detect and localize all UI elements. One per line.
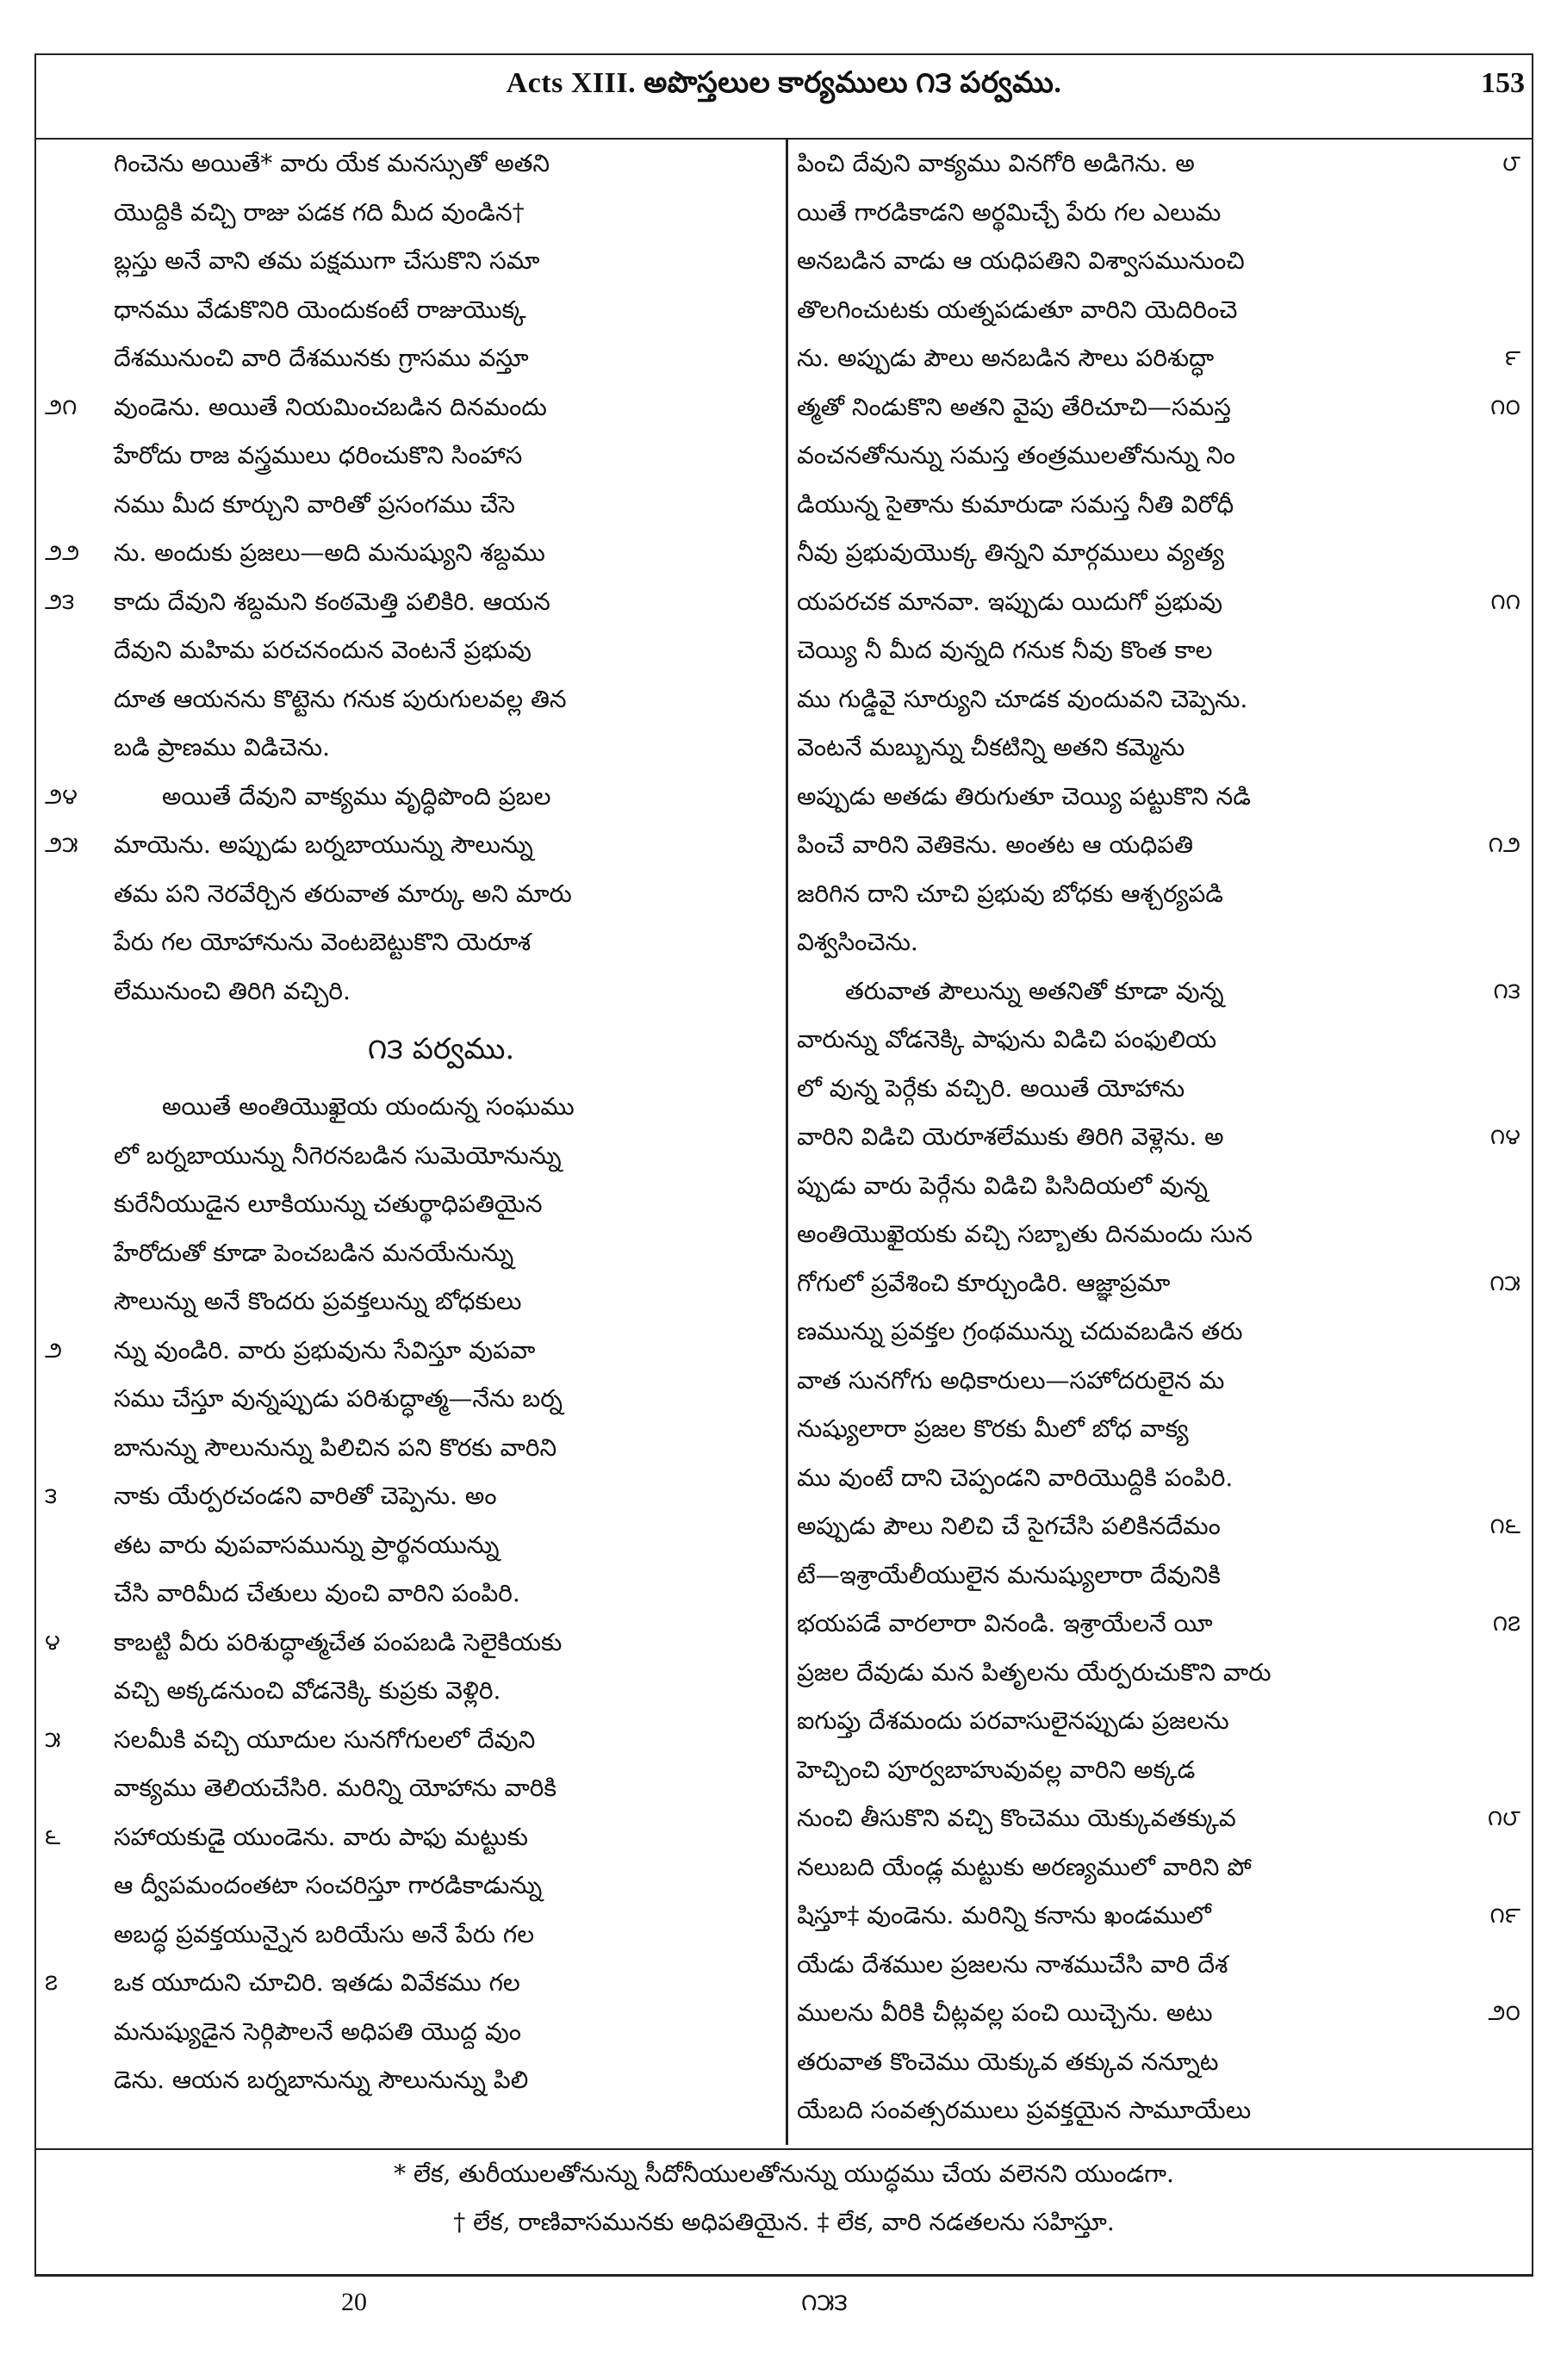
text-line	[797, 1259, 1520, 1308]
line-text: వంచనతోనున్ను సమస్త తంత్రములతోనున్ను నిం	[797, 441, 1236, 469]
verse-number: ౯	[1504, 345, 1520, 371]
text-line	[114, 237, 768, 286]
line-text: తరువాత పౌలున్ను అతనితో కూడా వున్న	[845, 976, 1224, 1005]
text-line	[797, 1892, 1520, 1941]
text-line	[797, 1551, 1452, 1600]
text-line	[797, 1989, 1520, 2038]
line-text: యొద్దికి వచ్చి రాజు పడక గది మీద వుండిన†	[114, 197, 525, 227]
line-text: వచ్చి అక్కడనుంచి వోడనెక్కి కుప్రకు వెళ్లిరి.	[114, 1676, 501, 1705]
text-line	[114, 1521, 768, 1570]
line-text: దూత ఆయనను కొట్టెను గనుక పురుగులవల్ల తిన	[114, 684, 567, 713]
line-text: త్మతో నిండుకొని అతని వైపు తేరిచూచి—సమస్త	[797, 392, 1231, 421]
text-line	[114, 675, 768, 724]
verse-number: ౨౧	[45, 394, 78, 420]
verse-number: ౧౨	[1488, 832, 1520, 858]
line-text: యేడు దేశముల ప్రజలను నాశముచేసి వారి దేశ	[797, 1949, 1228, 1979]
text-line	[114, 724, 768, 773]
verse-number: ౧౧	[1490, 588, 1520, 615]
line-text: అనబడిన వాడు ఆ యధిపతిని విశ్వాసమునుంచి	[797, 246, 1245, 275]
text-line	[797, 1454, 1452, 1503]
text-line	[114, 1277, 768, 1327]
line-text: యేబది సంవత్సరములు ప్రవక్తయైన సామూయేలు	[797, 2096, 1252, 2124]
line-text: వాత సునగోగు అధికారులు—సహోదరులైన మ	[797, 1365, 1225, 1395]
line-text: విశ్వసించెను.	[797, 928, 918, 956]
text-line	[114, 870, 768, 919]
line-text: ఒక యూదుని చూచిరి. ఇతడు వివేకము గల	[114, 1968, 520, 1997]
line-text: లేమునుంచి తిరిగి వచ్చిరి.	[114, 976, 351, 1005]
verse-number: ౧౫	[1489, 1270, 1520, 1296]
text-line	[797, 1016, 1452, 1065]
line-text: కురేనీయుడైన లూకియున్ను చతుర్థాధిపతియైన	[114, 1190, 543, 1218]
frame-left-border	[34, 53, 36, 2274]
signature-number: 20	[341, 2288, 367, 2316]
line-text: పించే వారిని వెతికెను. అంతట ఆ యధిపతి	[797, 830, 1194, 859]
verse-number: ౨౨	[45, 540, 80, 566]
signature-mark: ౧౫౩	[801, 2288, 848, 2316]
line-text: అప్పుడు పౌలు నిలిచి చే సైగచేసి పలికినదేమం	[797, 1512, 1221, 1540]
page-footer	[34, 2283, 1533, 2334]
text-line	[45, 1716, 768, 1765]
line-text: ము గుడ్డివై సూర్యుని చూడక వుందువని చెప్పెను.	[797, 684, 1248, 713]
line-text: హేరోదు రాజ వస్త్రములు ధరించుకొని సింహాస	[114, 441, 523, 469]
line-text: బానున్ను సౌలునున్ను పిలిచిన పని కొరకు వారిని	[114, 1432, 557, 1462]
text-line	[797, 2086, 1452, 2135]
line-text: వారిని విడిచి యెరూశలేముకు తిరిగి వెళ్లెను. అ	[797, 1122, 1224, 1151]
text-line	[114, 967, 768, 1016]
text-line	[797, 1697, 1452, 1746]
line-text: ను. అందుకు ప్రజలు—అది మనుష్యుని శబ్దము	[114, 538, 545, 567]
line-text: సము చేస్తూ వున్నప్పుడు పరిశుద్ధాత్మ—నేను బర్న	[114, 1384, 563, 1413]
line-text: ప్రజల దేవుడు మన పితృలను యేర్పరుచుకొని వారు	[797, 1657, 1272, 1687]
frame-bottom-border	[34, 2274, 1533, 2277]
text-line	[797, 1405, 1452, 1454]
line-text: కాబట్టి వీరు పరిశుద్ధాత్మచేత పంపబడి సెలైకియకు	[114, 1627, 563, 1656]
text-line	[45, 529, 768, 578]
line-text: సలమీకి వచ్చి యూదుల సునగోగులలో దేవుని	[114, 1724, 536, 1754]
text-line	[114, 1911, 768, 1960]
verse-number: ౩	[45, 1483, 58, 1509]
line-text: పించి దేవుని వాక్యము వినగోరి అడిగెను. అ	[797, 149, 1195, 177]
line-text: వుండెను. అయితే నియమించబడిన దినమందు	[114, 392, 547, 421]
text-line	[45, 578, 768, 627]
line-text: తమ పని నెరవేర్చిన తరువాత మార్కు అని మారు	[114, 879, 572, 908]
line-text: సహాయకుడై యుండెను. వారు పాఫు మట్టుకు	[114, 1822, 528, 1851]
line-text: టే—ఇశ్రాయేలీయులైన మనుష్యులారా దేవునికి	[797, 1560, 1221, 1589]
line-text: ప్పుడు వారు పెర్గేను విడిచి పిసిదియలో వున్న	[797, 1171, 1208, 1200]
text-line	[797, 626, 1452, 675]
line-text: నీవు ప్రభువుయొక్క తిన్నని మార్గములు వ్యత్య	[797, 538, 1225, 567]
text-line	[45, 773, 768, 822]
text-line	[797, 529, 1452, 578]
verse-number: ౧౮	[1487, 1805, 1520, 1831]
footnotes	[36, 2148, 1532, 2246]
line-text: తరువాత కొంచెము యెక్కువ తక్కువ నన్నూట	[797, 2047, 1219, 2076]
page-number: 153	[1481, 67, 1525, 99]
text-line	[114, 1229, 768, 1278]
verse-number: ౧౭	[1492, 1611, 1520, 1637]
verse-number: ౭	[45, 1970, 58, 1996]
line-text: వెంటనే మబ్బున్ను చీకటిన్ని అతని కమ్మెను	[797, 733, 1185, 761]
line-text: హెచ్చించి పూర్వబాహువువల్ల వారిని అక్కడ	[797, 1755, 1196, 1784]
line-text: అంతియొఖైయకు వచ్చి సబ్బాతు దినమందు సున	[797, 1220, 1253, 1248]
text-line	[114, 1424, 768, 1473]
line-text: పేరు గల యోహానును వెంటబెట్టుకొని యెరూశ	[114, 928, 532, 956]
line-text: నము మీద కూర్చుని వారితో ప్రసంగము చేసె	[114, 489, 515, 519]
line-text: చేసి వారిమీద చేతులు వుంచి వారిని పంపిరి.	[114, 1579, 520, 1607]
verse-number: ౨౫	[45, 832, 78, 858]
line-text: కాదు దేవుని శబ్దమని కంఠమెత్తి పలికిరి. ఆయన	[114, 587, 550, 616]
line-text: దేవుని మహిమ పరచనందున వెంటనే ప్రభువు	[114, 636, 532, 664]
line-text: బ్లస్తు అనే వాని తమ పక్షముగా చేసుకొని సమా	[114, 246, 540, 275]
verse-number: ౫	[45, 1726, 61, 1753]
line-text: లో వున్న పెర్గేకు వచ్చిరి. అయితే యోహాను	[797, 1073, 1185, 1103]
footnote-1: * లేక, తురీయులతోనున్ను సీదోనీయులతోనున్ను యుద్ధము చేయ వలెనని యుండగా.	[394, 2159, 1174, 2188]
verse-number: ౮	[1502, 151, 1520, 177]
text-line	[114, 1132, 768, 1181]
line-text: ధానము వేడుకొనిరి యెందుకంటే రాజుయొక్క	[114, 295, 526, 324]
text-line	[114, 189, 768, 238]
line-text: సౌలున్ను అనే కొందరు ప్రవక్తలున్ను బోధకులు	[114, 1287, 522, 1315]
line-text: భయపడే వారలారా వినండి. ఇశ్రాయేలనే యీ	[797, 1609, 1213, 1637]
text-line	[45, 821, 768, 870]
page-header	[34, 55, 1533, 138]
text-line	[797, 189, 1452, 238]
verse-number: ౨	[45, 1337, 63, 1364]
text-line	[114, 1569, 768, 1619]
line-text: నాకు యేర్పరచండని వారితో చెప్పెను. అం	[114, 1482, 497, 1510]
verse-number: ౧౦	[1490, 394, 1520, 420]
text-line	[797, 870, 1452, 919]
line-text: ణమున్ను ప్రవక్తల గ్రంథమున్ను చదువబడిన తరు	[797, 1317, 1243, 1345]
text-line	[797, 1941, 1452, 1990]
line-text: ను. అప్పుడు పౌలు అనబడిన సౌలు పరిశుద్ధా	[797, 344, 1215, 372]
verse-number: ౬	[45, 1824, 61, 1850]
text-line	[114, 918, 768, 967]
text-line	[797, 918, 1452, 967]
line-text: డెను. ఆయన బర్నబానున్ను సౌలునున్ను పిలి	[114, 2066, 529, 2094]
text-line	[797, 578, 1520, 627]
line-text: నలుబది యేండ్ల మట్టుకు అరణ్యములో వారిని పో	[797, 1852, 1252, 1881]
frame-right-border	[1532, 53, 1533, 2274]
verse-number: ౧౬	[1489, 1513, 1520, 1539]
verse-number: ౧౪	[1489, 1124, 1520, 1150]
text-line	[797, 1746, 1452, 1795]
line-text: నుంచి తీసుకొని వచ్చి కొంచెము యెక్కువతక్కువ	[797, 1804, 1236, 1832]
line-text: న్ను వుండిరి. వారు ప్రభువును సేవిస్తూ వుపవా	[114, 1335, 536, 1364]
text-line	[797, 1502, 1520, 1551]
text-line	[797, 1308, 1452, 1357]
left-column	[45, 140, 768, 2105]
verse-number: ౨౦	[1488, 2000, 1520, 2026]
line-text: దేశమునుంచి వారి దేశమునకు గ్రాసము వస్తూ	[114, 344, 529, 372]
verse-number: ౨౩	[45, 588, 75, 615]
line-text: గోగులో ప్రవేశించి కూర్చుండిరి. ఆజ్ఞాప్రమా	[797, 1268, 1171, 1297]
text-line	[797, 821, 1520, 870]
text-line	[114, 286, 768, 335]
text-line	[114, 334, 768, 383]
line-text: వారున్ను వోడనెక్కి పాఫును విడిచి పంఫులియ	[797, 1025, 1217, 1053]
line-text: ము వుంటే దాని చెప్పండని వారియొద్దికి పంపిరి.	[797, 1463, 1234, 1492]
verse-number: ౪	[45, 1629, 60, 1656]
text-line	[114, 1861, 768, 1911]
line-text: షిస్తూ‡ వుండెను. మరిన్ని కనాను ఖండములో	[797, 1901, 1211, 1929]
line-text: యపరచక మానవా. ఇప్పుడు యిదుగో ప్రభువు	[797, 587, 1223, 616]
text-line	[797, 286, 1452, 335]
text-line	[797, 967, 1520, 1016]
right-column	[797, 140, 1520, 2135]
verse-number: ౨౪	[45, 783, 78, 810]
text-line	[797, 1065, 1452, 1114]
text-line	[797, 383, 1520, 432]
text-line	[114, 432, 768, 481]
text-line	[45, 1619, 768, 1668]
line-text: ఐగుప్తు దేశమందు పరవాసులైనప్పుడు ప్రజలను	[797, 1706, 1229, 1735]
text-line	[797, 237, 1452, 286]
text-line	[797, 481, 1452, 530]
line-text: ఆ ద్వీపమందంతటా సంచరిస్తూ గారడికాడున్ను	[114, 1871, 543, 1899]
line-text: అప్పుడు అతడు తిరుగుతూ చెయ్యి పట్టుకొని నడి	[797, 781, 1251, 811]
text-line	[797, 1210, 1452, 1259]
verse-number: ౧౯	[1489, 1903, 1520, 1929]
left-column-lines-after-heading	[45, 1083, 768, 2105]
text-line	[797, 724, 1452, 773]
line-text: మాయెను. అప్పుడు బర్నబాయున్ను సౌలున్ను	[114, 830, 533, 859]
text-line	[797, 1162, 1452, 1211]
text-line	[114, 1667, 768, 1716]
text-line	[797, 1843, 1452, 1892]
text-line	[797, 334, 1520, 383]
text-line	[797, 1794, 1520, 1843]
text-line	[114, 1764, 768, 1813]
verse-number: ౧౩	[1493, 978, 1520, 1004]
chapter-heading: ౧౩ పర్వము.	[367, 1032, 515, 1066]
footnote-2: † లేక, రాణివాసమునకు అధిపతియైన. ‡ లేక, వారి నడతలను సహిస్తూ.	[453, 2208, 1115, 2236]
line-text: యితే గారడికాడని అర్థమిచ్చే పేరు గల ఎలుమ	[797, 197, 1222, 227]
line-text: నుష్యులారా ప్రజల కొరకు మీలో బోధ వాక్య	[797, 1414, 1189, 1443]
text-line	[114, 2008, 768, 2057]
text-line	[45, 1327, 768, 1376]
text-line	[114, 1180, 768, 1229]
text-line	[114, 140, 768, 189]
text-line	[797, 675, 1452, 724]
line-text: డియున్న సైతాను కుమారుడా సమస్త నీతి విరోధీ	[797, 489, 1234, 519]
text-line	[797, 1113, 1520, 1162]
text-line	[797, 140, 1520, 189]
line-text: ములను వీరికి చీట్లవల్ల పంచి యిచ్చెను. అటు	[797, 1998, 1213, 2027]
line-text: అయితే దేవుని వాక్యము వృద్ధిపొంది ప్రబల	[162, 781, 551, 811]
line-text: లో బర్నబాయున్ను నీగెరనబడిన సుమెయోనున్ను	[114, 1140, 562, 1170]
text-line	[797, 1600, 1520, 1649]
text-line	[797, 1649, 1452, 1698]
text-line	[45, 383, 768, 432]
right-column-lines	[797, 140, 1520, 2135]
text-line	[45, 1959, 768, 2008]
line-text: మనుష్యుడైన సెర్గిపౌలనే అధిపతి యొద్ద వుం	[114, 2016, 521, 2046]
text-line	[797, 1357, 1452, 1406]
text-line	[114, 1083, 768, 1132]
text-line	[114, 626, 768, 675]
line-text: అబద్ధ ప్రవక్తయున్నైన బరియేసు అనే పేరు గల	[114, 1919, 535, 1948]
line-text: చెయ్యి నీ మీద వున్నది గనుక నీవు కొంత కాల	[797, 636, 1213, 664]
text-line	[114, 2056, 768, 2105]
line-text: జరిగిన దాని చూచి ప్రభువు బోధకు ఆశ్చర్యపడి	[797, 879, 1224, 908]
text-line	[797, 773, 1452, 822]
line-text: తొలగించుటకు యత్నపడుతూ వారిని యెదిరించె	[797, 295, 1238, 324]
line-text: తట వారు వుపవాసమున్ను ప్రార్థనయున్ను	[114, 1530, 500, 1559]
running-head: Acts XIII. అపొస్తలుల కార్యములు ౧౩ పర్వము.	[506, 67, 1062, 99]
line-text: బడి ప్రాణము విడిచెను.	[114, 733, 330, 761]
text-line	[797, 432, 1452, 481]
column-divider	[786, 138, 788, 2145]
text-line	[114, 481, 768, 530]
text-line	[45, 1813, 768, 1862]
text-line	[114, 1375, 768, 1424]
text-line	[797, 2038, 1452, 2087]
text-line	[45, 1472, 768, 1521]
line-text: గించెను అయితే* వారు యేక మనస్సుతో అతని	[114, 149, 550, 177]
line-text: హేరోదుతో కూడా పెంచబడిన మనయేనున్ను	[114, 1238, 514, 1267]
line-text: అయితే అంతియొఖైయ యందున్న సంఘము	[162, 1092, 575, 1121]
line-text: వాక్యము తెలియచేసిరి. మరిన్ని యోహాను వారికి	[114, 1774, 557, 1802]
left-column-lines	[45, 140, 768, 1016]
